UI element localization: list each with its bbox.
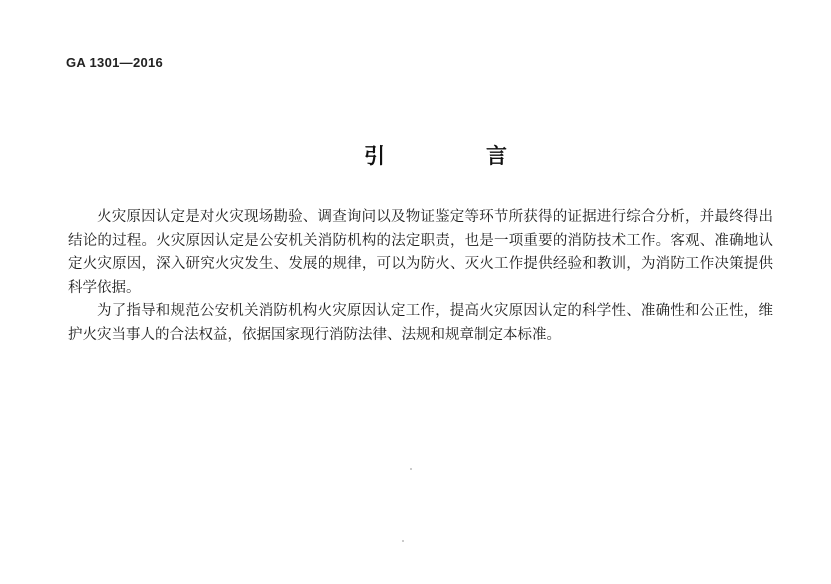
- scan-speck: [410, 468, 412, 470]
- section-title: 引 言: [364, 144, 547, 168]
- standard-code: GA 1301—2016: [66, 55, 164, 70]
- body-text: [68, 206, 773, 347]
- paragraph-2: 为了指导和规范公安机关消防机构火灾原因认定工作，提高火灾原因认定的科学性、准确性和公正性，维护火灾当事人的合法权益，依据国家现行消防法律、法规和规章制定本标准。: [68, 303, 773, 343]
- scan-speck: [402, 540, 404, 542]
- paragraph-1: 火灾原因认定是对火灾现场勘验、调查询问以及物证鉴定等环节所获得的证据进行综合分析，并最终得出结论的过程。火灾原因认定是公安机关消防机构的法定职责，也是一项重要的消防技术工作。客观、准确地认定火灾原因，深入研究火灾发生、发展的规律，可以为防火、灭火工作提供经验和教训，为消防工作决策提供科学依据。: [68, 209, 773, 296]
